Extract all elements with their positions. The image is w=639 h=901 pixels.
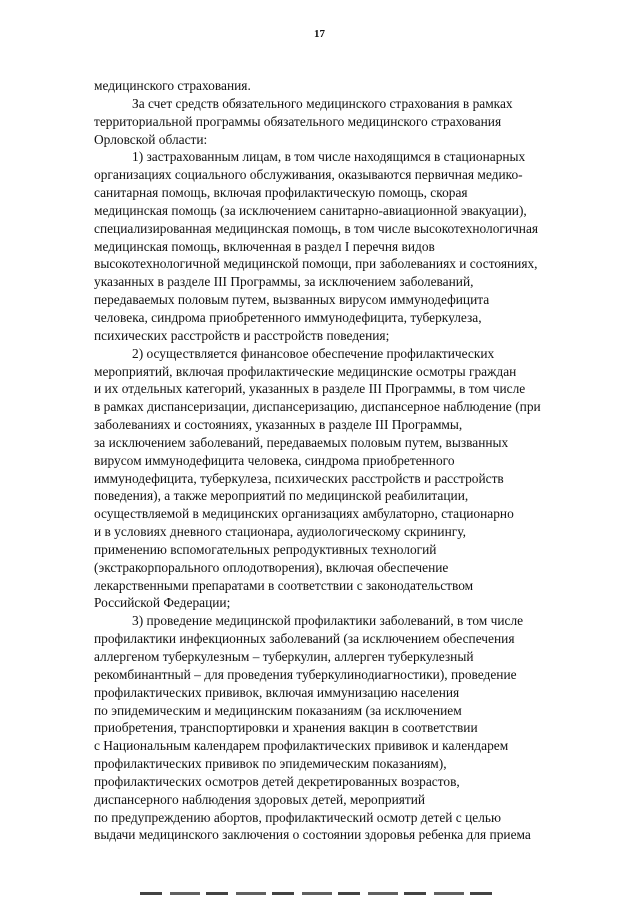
text-line: организациях социального обслуживания, оказываются первичная медико- <box>94 167 523 183</box>
text-line: За счет средств обязательного медицинского страхования в рамках <box>132 95 513 111</box>
text-line: территориальной программы обязательного медицинского страхования <box>94 113 502 129</box>
text-line: специализированная медицинская помощь, в том числе высокотехнологичная <box>94 220 539 236</box>
text-line: иммунодефицита, туберкулеза, психических расстройств и расстройств <box>94 470 504 486</box>
text-line: по эпидемическим и медицинским показаниям (за исключением <box>94 702 462 718</box>
text-line: 3) проведение медицинской профилактики заболеваний, в том числе <box>132 613 524 629</box>
text-line: высокотехнологичной медицинской помощи, при заболеваниях и состояниях, <box>94 256 538 272</box>
text-line: медицинского страхования. <box>94 78 251 93</box>
text-line: заболеваниях и состояниях, указанных в разделе III Программы, <box>94 417 463 433</box>
text-line: за исключением заболеваний, передаваемых половым путем, вызванных <box>94 434 509 450</box>
page-number: 17 <box>314 28 325 40</box>
text-line: Орловской области: <box>94 131 208 147</box>
text-line: указанных в разделе III Программы, за исключением заболеваний, <box>94 274 474 290</box>
text-line: 1) застрахованным лицам, в том числе находящимся в стационарных <box>132 149 526 165</box>
text-line: мероприятий, включая профилактические медицинские осмотры граждан <box>94 363 517 379</box>
text-line: профилактических прививок, включая иммунизацию населения <box>94 684 460 700</box>
text-line: выдачи медицинского заключения о состоянии здоровья ребенка для приема <box>94 827 531 843</box>
text-line: передаваемых половым путем, вызванных вирусом иммунодефицита <box>94 292 490 308</box>
text-line: санитарная помощь, включая профилактическую помощь, скорая <box>94 185 468 201</box>
text-line: диспансерного наблюдения здоровых детей, мероприятий <box>94 791 426 807</box>
text-line: 2) осуществляется финансовое обеспечение профилактических <box>132 345 495 361</box>
text-line: с Национальным календарем профилактических прививок и календарем <box>94 738 509 754</box>
body-text <box>94 77 598 844</box>
text-line: и в условиях дневного стационара, аудиологическому скринингу, <box>94 524 466 540</box>
text-line: поведения), а также мероприятий по медицинской реабилитации, <box>94 488 469 504</box>
text-line: профилактических осмотров детей декретированных возрастов, <box>94 773 460 789</box>
text-line: и их отдельных категорий, указанных в разделе III Программы, в том числе <box>94 381 526 397</box>
text-line: лекарственными препаратами в соответствии с законодательством <box>94 577 474 593</box>
text-line: в рамках диспансеризации, диспансеризацию, диспансерное наблюдение (при <box>94 399 541 415</box>
text-line: профилактики инфекционных заболеваний (за исключением обеспечения <box>94 631 515 647</box>
text-line: по предупреждению абортов, профилактический осмотр детей с целью <box>94 809 501 825</box>
text-line: профилактических прививок по эпидемическим показаниям), <box>94 756 447 772</box>
scan-edge-artifact <box>140 892 500 895</box>
text-line: приобретения, транспортировки и хранения вакцин в соответствии <box>94 720 478 736</box>
text-line: рекомбинантный – для проведения туберкулинодиагностики), проведение <box>94 666 517 682</box>
text-line: осуществляемой в медицинских организациях амбулаторно, стационарно <box>94 506 514 522</box>
text-line: применению вспомогательных репродуктивных технологий <box>94 541 437 557</box>
text-line: психических расстройств и расстройств поведения; <box>94 327 390 343</box>
text-line: человека, синдрома приобретенного иммунодефицита, туберкулеза, <box>94 309 482 325</box>
text-line: вирусом иммунодефицита человека, синдрома приобретенного <box>94 452 455 468</box>
text-line: медицинская помощь, включенная в раздел I перечня видов <box>94 238 435 254</box>
text-line: Российской Федерации; <box>94 595 231 611</box>
text-line: медицинская помощь (за исключением санитарно-авиационной эвакуации), <box>94 202 527 218</box>
text-line: аллергеном туберкулезным – туберкулин, аллерген туберкулезный <box>94 649 474 664</box>
text-line: (экстракорпорального оплодотворения), включая обеспечение <box>94 559 449 575</box>
